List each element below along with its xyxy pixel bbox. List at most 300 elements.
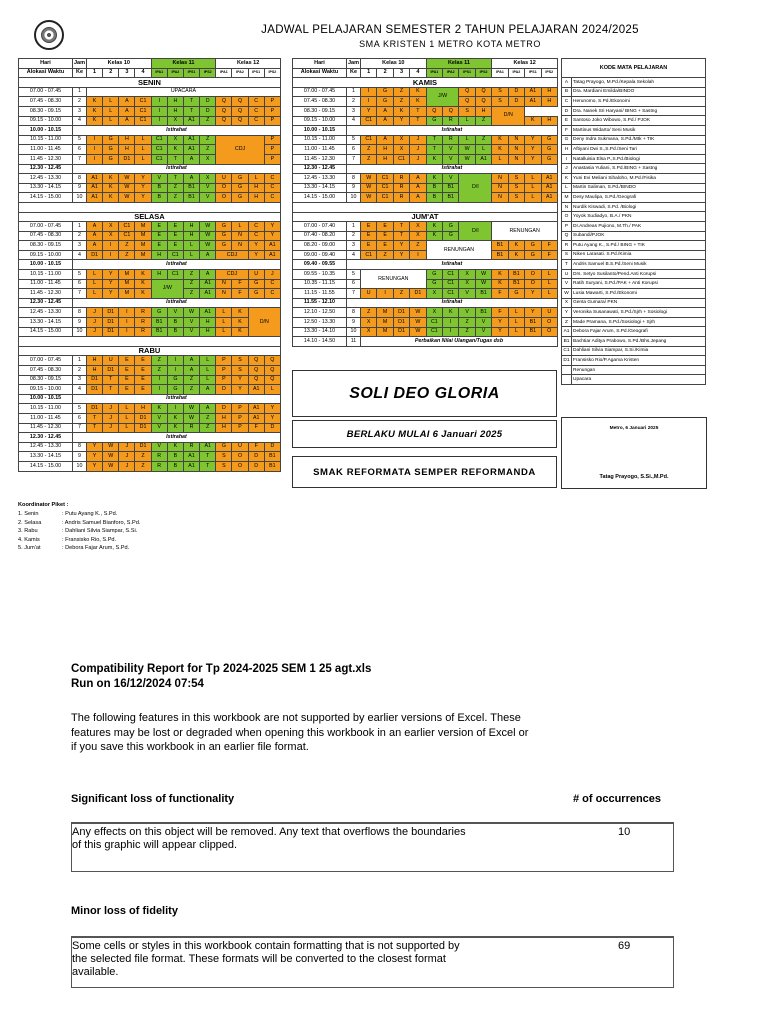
teacher-code-cell: K — [167, 413, 183, 423]
teacher-code-cell: W — [459, 145, 475, 155]
time-slot: 10.00 - 10.15 — [293, 126, 347, 136]
teacher-code-cell: T — [167, 154, 183, 164]
teacher-code-cell: C — [248, 222, 264, 232]
teacher-code-cell: E — [377, 241, 393, 251]
teacher-code-cell: Z — [135, 461, 151, 471]
teacher-code-cell: H — [248, 193, 264, 203]
time-slot: 12.50 - 13.30 — [293, 318, 347, 328]
teacher-code-cell: M — [377, 308, 393, 318]
teacher-code-cell: W — [103, 461, 119, 471]
time-slot: 09.15 - 10.00 — [19, 116, 73, 126]
teacher-code-cell: A1 — [525, 87, 541, 97]
significant-loss-label: Significant loss of functionality — [71, 793, 235, 805]
teacher-code-cell: D1 — [393, 327, 409, 337]
teacher-code-cell: N — [232, 241, 248, 251]
table-row — [293, 106, 558, 116]
table-row — [19, 318, 281, 328]
teacher-code-cell: P — [264, 135, 280, 145]
teacher-code-cell: Y — [492, 327, 508, 337]
teacher-code-cell: K — [103, 183, 119, 193]
table-row — [19, 126, 281, 136]
code-letter: K — [562, 173, 572, 183]
teacher-code-cell: A1 — [200, 289, 216, 299]
teacher-code-cell: T — [200, 461, 216, 471]
teacher-code-cell: A — [200, 270, 216, 280]
teacher-code-cell: C1 — [443, 279, 459, 289]
teacher-code-cell: T — [167, 174, 183, 184]
teacher-code-cell: U — [361, 289, 377, 299]
teacher-code-cell: Z — [393, 87, 409, 97]
hari-header: Hari — [19, 59, 73, 69]
time-slot: 13.30 - 14.15 — [19, 452, 73, 462]
code-teacher: Drs. Setyo Susilanto/Pend.Anti Korupsi — [572, 269, 706, 279]
time-slot: 09.55 - 10.35 — [293, 270, 347, 280]
code-row — [562, 279, 706, 289]
teacher-code-cell: A1 — [87, 183, 103, 193]
class-header: IPS2 — [475, 68, 491, 78]
break-label: Istirahat — [73, 260, 281, 270]
period-number: 10 — [73, 327, 87, 337]
teacher-code-cell: R — [183, 423, 199, 433]
teacher-code-cell: D — [216, 385, 232, 395]
significant-issue-count: 10 — [618, 826, 631, 838]
piket-row — [18, 511, 140, 520]
teacher-code-cell: Y — [264, 222, 280, 232]
teacher-code-cell: L — [459, 116, 475, 126]
time-slot: 08.20 - 09.00 — [293, 241, 347, 251]
teacher-code-cell: X — [361, 327, 377, 337]
teacher-code-cell: T — [200, 452, 216, 462]
teacher-code-cell: Z — [119, 250, 135, 260]
teacher-code-cell: K — [426, 154, 442, 164]
teacher-code-cell: V — [459, 308, 475, 318]
teacher-code-cell: F — [492, 308, 508, 318]
teacher-code-cell: Z — [459, 327, 475, 337]
teacher-code-cell: E — [361, 241, 377, 251]
teacher-code-cell: L — [541, 289, 557, 299]
teacher-code-cell: C1 — [119, 222, 135, 232]
teacher-code-cell: G — [525, 241, 541, 251]
code-teacher: Natalluisia Elsa P.,S.Pd./Biologi — [572, 154, 706, 164]
table-row — [293, 260, 558, 270]
teacher-code-cell: N — [508, 135, 524, 145]
teacher-code-cell: A — [410, 174, 426, 184]
table-row — [19, 164, 281, 174]
teacher-code-cell: T — [103, 375, 119, 385]
teacher-code-cell: H — [248, 183, 264, 193]
teacher-code-cell: V — [443, 174, 459, 184]
class-header: 4 — [135, 68, 151, 78]
period-number: 10 — [73, 193, 87, 203]
table-row — [293, 183, 558, 193]
jam-header: Jam — [73, 59, 87, 69]
time-slot: 10.00 - 10.15 — [19, 394, 73, 404]
period-number: 7 — [73, 423, 87, 433]
code-row — [562, 365, 706, 375]
teacher-code-cell: Q — [264, 366, 280, 376]
teacher-code-cell: O — [216, 193, 232, 203]
teacher-code-cell: X — [426, 308, 442, 318]
teacher-code-cell: C1 — [135, 106, 151, 116]
teacher-code-cell: D/I — [459, 222, 492, 241]
teacher-code-cell: M — [119, 279, 135, 289]
time-slot: 13.30 - 14.15 — [293, 183, 347, 193]
class-header: IPA1 — [151, 68, 167, 78]
teacher-code-cell: K — [492, 279, 508, 289]
teacher-code-cell: R — [443, 116, 459, 126]
period-number: 9 — [73, 452, 87, 462]
teacher-code-cell: A1 — [183, 452, 199, 462]
teacher-code-cell: K — [508, 241, 524, 251]
teacher-code-cell: H — [216, 423, 232, 433]
teacher-code-cell: A — [87, 222, 103, 232]
teacher-code-cell: X — [361, 318, 377, 328]
time-slot: 12.45 - 13.30 — [293, 174, 347, 184]
teacher-code-cell: D1 — [103, 308, 119, 318]
table-row — [19, 413, 281, 423]
teacher-code-cell: K — [443, 308, 459, 318]
code-row — [562, 164, 706, 174]
teacher-code-cell: H — [200, 327, 216, 337]
teacher-code-cell: G — [541, 145, 557, 155]
time-slot: 10.15 - 11.00 — [293, 135, 347, 145]
teacher-code-cell: H — [475, 106, 491, 116]
teacher-code-cell: B — [167, 318, 183, 328]
teacher-code-cell: Z — [410, 241, 426, 251]
table-row — [19, 394, 281, 404]
teacher-code-cell: V — [443, 154, 459, 164]
teacher-code-cell: W — [410, 318, 426, 328]
teacher-code-cell: D1 — [135, 423, 151, 433]
teacher-code-cell: A1 — [200, 279, 216, 289]
teacher-code-cell: G — [541, 154, 557, 164]
teacher-code-cell: K — [87, 116, 103, 126]
code-teacher: Aftiyani Dwi S.,S.Pd./Seni Tari — [572, 145, 706, 155]
teacher-code-cell: I — [443, 318, 459, 328]
teacher-code-cell: L — [183, 241, 199, 251]
teacher-code-cell: I — [87, 154, 103, 164]
table-row — [19, 193, 281, 203]
teacher-code-cell: U — [232, 442, 248, 452]
teacher-code-cell: K — [167, 423, 183, 433]
teacher-code-cell: T — [410, 106, 426, 116]
table-row — [19, 385, 281, 395]
table-row — [19, 433, 281, 443]
table-row — [19, 270, 281, 280]
teacher-code-cell: L — [135, 145, 151, 155]
code-row — [562, 116, 706, 126]
period-number: 2 — [73, 231, 87, 241]
teacher-code-cell: Q — [248, 356, 264, 366]
code-teacher: Nurdik Kiswadi, S.Pd. /Biologi — [572, 202, 706, 212]
time-slot: 07.00 - 07.45 — [293, 87, 347, 97]
teacher-code-cell: L — [475, 145, 491, 155]
blank-row — [19, 337, 281, 347]
teacher-code-cell: L — [103, 106, 119, 116]
code-row — [562, 183, 706, 193]
table-row — [19, 308, 281, 318]
teacher-code-cell: L — [135, 135, 151, 145]
code-letter: U — [562, 269, 572, 279]
break-label: Istirahat — [347, 126, 558, 136]
code-row — [562, 250, 706, 260]
code-teacher: Dra. Mardiani Emilda/BINDO — [572, 87, 706, 97]
teacher-code-cell: K — [232, 318, 248, 328]
teacher-code-cell: A — [119, 106, 135, 116]
teacher-code-cell: B — [167, 452, 183, 462]
teacher-code-cell: L — [508, 327, 524, 337]
table-row — [19, 250, 281, 260]
teacher-code-cell: G — [216, 442, 232, 452]
teacher-code-cell: Z — [167, 183, 183, 193]
teacher-code-cell: A — [119, 116, 135, 126]
teacher-code-cell: T — [183, 106, 199, 116]
code-letter: Z — [562, 317, 572, 327]
teacher-code-cell: D1 — [87, 404, 103, 414]
day-label: KAMIS — [293, 78, 558, 88]
code-letter: T — [562, 260, 572, 270]
period-number: 2 — [347, 97, 361, 107]
teacher-code-cell: J — [87, 327, 103, 337]
page-title: JADWAL PELAJARAN SEMESTER 2 TAHUN PELAJARAN 2024/2025 — [261, 24, 639, 36]
time-slot: 14.15 - 15.00 — [19, 327, 73, 337]
teacher-code-cell: E — [151, 231, 167, 241]
teacher-code-cell: I — [87, 145, 103, 155]
teacher-code-cell: A1 — [541, 174, 557, 184]
table-row — [293, 97, 558, 107]
piket-name: : Dahliani Silvia Siampar, S.Si. — [62, 528, 138, 535]
teacher-code-cell: J — [410, 154, 426, 164]
teacher-code-cell: Y — [87, 461, 103, 471]
teacher-code-cell: V — [183, 327, 199, 337]
teacher-code-cell: X — [393, 135, 409, 145]
table-row — [19, 289, 281, 299]
teacher-code-cell: H — [541, 87, 557, 97]
teacher-code-cell: W — [361, 193, 377, 203]
teacher-code-cell: L — [135, 154, 151, 164]
teacher-code-cell: P — [264, 97, 280, 107]
teacher-code-cell: K — [232, 308, 248, 318]
time-slot: 12.30 - 12.45 — [19, 164, 73, 174]
teacher-code-cell: D1 — [87, 385, 103, 395]
teacher-code-cell: B — [167, 461, 183, 471]
time-slot: 11.45 - 12.30 — [19, 154, 73, 164]
report-title: Compatibility Report for Tp 2024-2025 SEM 1 25 agt.xls — [71, 663, 372, 675]
table-row — [19, 135, 281, 145]
table-row — [293, 298, 558, 308]
table-row — [19, 366, 281, 376]
teacher-code-cell: V — [151, 413, 167, 423]
code-letter: Q — [562, 231, 572, 241]
teacher-code-cell: K — [426, 231, 442, 241]
teacher-code-cell: J — [410, 135, 426, 145]
teacher-code-cell: A — [200, 404, 216, 414]
teacher-code-cell: H — [151, 250, 167, 260]
day-label: SENIN — [19, 78, 281, 88]
header-row — [293, 59, 558, 69]
teacher-code-cell: B — [151, 183, 167, 193]
class-header: IPS2 — [200, 68, 216, 78]
teacher-code-cell: Z — [393, 289, 409, 299]
period-number: 2 — [73, 366, 87, 376]
teacher-code-cell: D — [264, 423, 280, 433]
piket-row — [18, 537, 140, 546]
teacher-code-cell: U — [541, 308, 557, 318]
kelas11-header: Kelas 11 — [426, 59, 492, 69]
teacher-code-cell: A1 — [200, 308, 216, 318]
time-slot: 11.00 - 11.45 — [293, 145, 347, 155]
period-number: 3 — [73, 106, 87, 116]
kelas10-header: Kelas 10 — [87, 59, 152, 69]
teacher-code-cell: C1 — [167, 250, 183, 260]
teacher-code-cell: G — [103, 135, 119, 145]
time-slot: 08.30 - 09.15 — [293, 106, 347, 116]
teacher-code-cell: A1 — [248, 385, 264, 395]
code-row — [562, 78, 706, 88]
teacher-code-cell: Y — [393, 250, 409, 260]
table-row — [19, 356, 281, 366]
code-header-row — [562, 59, 706, 78]
teacher-code-cell: Q — [216, 106, 232, 116]
table-row — [19, 116, 281, 126]
code-letter — [562, 375, 572, 385]
period-number: 1 — [347, 87, 361, 97]
teacher-code-cell: Y — [525, 154, 541, 164]
code-letter: W — [562, 289, 572, 299]
teacher-code-cell: N — [232, 231, 248, 241]
teacher-code-cell: E — [167, 241, 183, 251]
teacher-code-cell: L — [200, 366, 216, 376]
teacher-code-cell: S — [216, 461, 232, 471]
blank-row — [293, 202, 558, 212]
teacher-code-cell: Q — [216, 116, 232, 126]
period-number: 3 — [73, 375, 87, 385]
teacher-code-cell: K — [87, 106, 103, 116]
teacher-code-cell: G — [443, 231, 459, 241]
effective-date-box: BERLAKU MULAI 6 Januari 2025 — [292, 420, 557, 448]
teacher-code-cell: B1 — [443, 183, 459, 193]
code-letter: N — [562, 202, 572, 212]
piket-day: 5. Jum'at — [18, 545, 41, 552]
teacher-code-cell: F — [248, 442, 264, 452]
teacher-code-cell: K — [232, 327, 248, 337]
teacher-code-cell: Z — [183, 270, 199, 280]
teacher-code-cell: A — [377, 135, 393, 145]
period-number: 2 — [73, 97, 87, 107]
class-header: 2 — [103, 68, 119, 78]
break-label: Istirahat — [73, 298, 281, 308]
period-number: 5 — [347, 135, 361, 145]
teacher-code-cell: B1 — [151, 318, 167, 328]
teacher-code-cell: A1 — [183, 135, 199, 145]
teacher-code-cell: W — [103, 442, 119, 452]
teacher-code-cell: H — [183, 231, 199, 241]
teacher-code-cell: D1 — [103, 327, 119, 337]
time-slot: 10.15 - 11.00 — [19, 135, 73, 145]
code-row — [562, 212, 706, 222]
code-letter: B — [562, 87, 572, 97]
teacher-code-cell: Y — [135, 174, 151, 184]
time-slot: 12.10 - 12.50 — [293, 308, 347, 318]
code-row — [562, 87, 706, 97]
teacher-code-cell: CDJ — [216, 250, 248, 260]
period-number: 3 — [73, 241, 87, 251]
teacher-code-cell: L — [119, 404, 135, 414]
teacher-code-cell: H — [216, 413, 232, 423]
teacher-code-cell: Y — [232, 385, 248, 395]
teacher-code-cell: Y — [87, 442, 103, 452]
teacher-code-cell: V — [200, 183, 216, 193]
table-row — [19, 298, 281, 308]
teacher-code-cell: Z — [183, 289, 199, 299]
code-teacher: Tatag Prayogo, M.Pd./Kepala Sekolah — [572, 78, 706, 88]
teacher-code-cell: CDJ — [216, 270, 248, 280]
subheader-row — [293, 68, 558, 78]
code-teacher: Desy Maulipa, S.Pd./Geografi — [572, 193, 706, 203]
blank-row — [19, 202, 281, 212]
code-letter: D1 — [562, 356, 572, 366]
teacher-code-cell: Y — [525, 145, 541, 155]
table-row — [293, 289, 558, 299]
teacher-code-cell: G — [541, 135, 557, 145]
teacher-code-cell: C1 — [361, 116, 377, 126]
minor-loss-label: Minor loss of fidelity — [71, 905, 178, 917]
teacher-code-cell: R — [135, 318, 151, 328]
table-row — [293, 212, 558, 222]
teacher-code-cell: F — [541, 241, 557, 251]
time-slot: 08.30 - 09.15 — [19, 375, 73, 385]
code-teacher: Ratih Suryani, S.Pd./PAK + Anti Korupsi — [572, 279, 706, 289]
period-number: 4 — [347, 250, 361, 260]
period-number: 1 — [347, 222, 361, 232]
teacher-code-cell: D — [200, 106, 216, 116]
teacher-code-cell: Q — [426, 106, 442, 116]
teacher-code-cell: W — [475, 279, 491, 289]
teacher-code-cell: C1 — [377, 193, 393, 203]
teacher-code-cell: K — [410, 97, 426, 107]
teacher-code-cell: C — [248, 106, 264, 116]
teacher-code-cell: T — [87, 423, 103, 433]
teacher-code-cell: Y — [103, 279, 119, 289]
code-letter: C — [562, 97, 572, 107]
table-row — [19, 202, 281, 212]
teacher-code-cell: R — [393, 183, 409, 193]
class-header: IPS1 — [183, 68, 199, 78]
code-teacher: Andris Samuel B.S.Pd./Seni Musik — [572, 260, 706, 270]
teacher-code-cell: J — [119, 461, 135, 471]
teacher-code-cell: I — [377, 289, 393, 299]
teacher-code-cell: Z — [183, 385, 199, 395]
teacher-code-cell: K — [103, 174, 119, 184]
code-row — [562, 298, 706, 308]
teacher-code-cell: S — [232, 366, 248, 376]
teacher-code-cell: D1 — [87, 250, 103, 260]
teacher-code-cell: E — [119, 366, 135, 376]
teacher-code-cell: R — [135, 327, 151, 337]
table-row — [293, 174, 558, 184]
code-teacher: Lusia Mawarti, S.Pd./Ekonomi — [572, 289, 706, 299]
teacher-code-cell: G — [377, 87, 393, 97]
compatibility-report — [71, 662, 671, 978]
class-header: 1 — [87, 68, 103, 78]
time-slot: 12.30 - 12.45 — [19, 298, 73, 308]
time-slot: 11.00 - 11.45 — [19, 145, 73, 155]
teacher-code-cell: R — [393, 193, 409, 203]
teacher-code-cell: J/W — [151, 279, 183, 298]
code-row — [562, 125, 706, 135]
teacher-code-cell: A — [119, 97, 135, 107]
code-teacher: Upacara — [572, 375, 706, 385]
